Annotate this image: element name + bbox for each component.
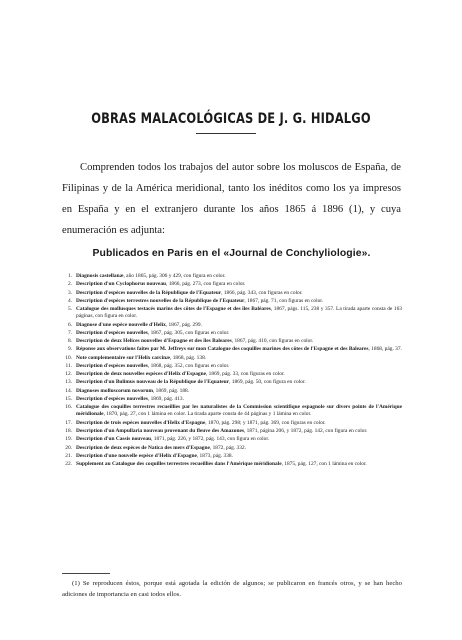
list-item-title: Description d'une nouvelle espèce d'Helix d'Espagne	[76, 452, 197, 459]
list-item-details: , 1875, pág. 127, con 1 lámina en color.	[281, 461, 367, 468]
list-item	[62, 420, 402, 427]
footnote-rule	[62, 573, 110, 574]
list-item-title: Description d'espèces nouvelles	[76, 362, 148, 369]
list-item-details: , 1867, pág. 299.	[165, 321, 202, 328]
list-item-number: 8.	[67, 338, 72, 345]
list-item-title: Description de trois espèces nouvelles d'Helix d'Espagne	[76, 419, 206, 426]
list-item-number: 19.	[65, 436, 72, 443]
list-item	[62, 363, 402, 370]
list-item-number: 16.	[65, 404, 72, 411]
list-item-number: 4.	[67, 297, 72, 304]
list-item-number: 5.	[67, 306, 72, 313]
list-item-title: Catalogue des mollusques testacés marins des côtes de l'Espagne et des îles Baléares	[76, 306, 271, 313]
list-item-title: Description d'un Bulimus nouveau de la République de l'Equateur	[76, 379, 230, 386]
list-item-details: , 1869, pág. 413.	[147, 396, 184, 403]
list-item-number: 15.	[65, 396, 72, 403]
list-item	[62, 371, 402, 378]
list-item-details: , año 1865, pág. 306 y 429, con figura en color.	[123, 273, 226, 279]
list-item-number: 6.	[67, 321, 72, 328]
list-item	[62, 322, 402, 329]
list-item	[62, 330, 402, 337]
list-item-title: Description d'espèces nouvelles	[76, 329, 148, 336]
list-item-details: , 1872, pág. 332.	[209, 444, 246, 451]
list-item-details: , 1867, pág. 410, con figuras en color.	[231, 338, 314, 345]
list-item	[62, 355, 402, 362]
list-item-details: , 1871, página 206, y 1872, pág. 142, con figura en color.	[243, 427, 368, 434]
list-item	[62, 290, 402, 297]
list-item-details: , 1871, pág. 226, y 1872, pág. 143, con figura en color.	[151, 436, 270, 443]
list-item	[62, 461, 402, 468]
list-item-details: , 1867, págs. 115, 238 y 357. La tirada aparte consta de 163 páginas, con figura en color.	[76, 306, 402, 320]
list-item-title: Description d'espèces nouvelles	[76, 396, 148, 403]
list-item-title: Catalogue des coquilles terrestres recueillies par les naturalistes de la Commission scientifique espagnole sur divers points de l'Amérique méridionale	[76, 404, 402, 418]
list-item	[62, 436, 402, 443]
list-item-number: 21.	[65, 452, 72, 459]
page-title: OBRAS MALACOLÓGICAS DE J. G. HIDALGO	[91, 111, 371, 127]
section-subheading: Publicados en Paris en el «Journal de Conchyliologie».	[92, 248, 371, 259]
list-item-title: Description d'un Cassis nouveau	[76, 436, 152, 443]
list-item-details: , 1870, pág. 27, con 1 lámina en color. La tirada aparte consta de 44 páginas y 1 lámina en color.	[103, 411, 312, 418]
list-item-details: , 1866, pág. 343, con figuras en color.	[221, 289, 303, 296]
list-item-title: Supplement au Catalogue des coquilles terrestres recueillies dans l'Amérique méridionale	[76, 461, 282, 468]
list-item	[62, 404, 402, 418]
list-item-details: , 1870, pág. 298; y 1871, pág. 369, con figuras en color.	[205, 419, 326, 426]
footnote: (1) Se reproducen éstos, porque está agotada la edición de algunos; se publicaron en francés otros, y se han hecho adiciones de importancia en casi todos ellos.	[62, 580, 402, 598]
list-item-title: Description d'espèces terrestres nouvelles de la République de l'Equateur	[76, 297, 245, 304]
list-item	[62, 306, 402, 320]
list-item	[62, 379, 402, 386]
list-item	[62, 396, 402, 403]
list-item-title: Diagnoses molluscorum novorum	[76, 387, 153, 394]
list-item-details: , 1869, pág. 188.	[152, 387, 190, 394]
list-item-title: Description d'espèces nouvelles de la République de l'Equateur	[76, 289, 222, 296]
list-item-number: 18.	[65, 427, 72, 434]
intro-paragraph: Comprenden todos los trabajos del autor sobre los moluscos de España, de Filipinas y de la América meridional, tanto los inéditos como los ya impresos en España y en el extranjero durante los años 1865 á 1896 (1), y cuya enumeración es adjunta:	[62, 162, 401, 236]
list-item-title: Réponse aux observations faites par M. Jeffreys sur mon Catalogue des coquilles marines des côtes de l'Espagne et des Baleares	[76, 346, 369, 353]
list-item-details: , 1866, pág. 273, con figura en color.	[166, 281, 246, 288]
publication-list	[62, 273, 402, 469]
list-item-number: 1.	[67, 273, 72, 279]
list-item-details: , 1868, pág. 352, con figuras en color.	[147, 362, 230, 369]
list-item-number: 12.	[65, 371, 72, 378]
title-underline	[196, 133, 256, 134]
list-item-title: Description d'un Ampullaria nouveau provenant du fleuve des Amazones	[76, 427, 244, 434]
list-item-number: 14.	[65, 387, 72, 394]
list-item-details: , 1869, pág. 33, con figuras en color.	[205, 371, 285, 378]
list-item	[62, 428, 402, 435]
list-item-number: 2.	[67, 281, 72, 288]
list-item-details: , 1868, pág. 138.	[170, 354, 207, 361]
list-item-details: , 1867, pág. 305, con figuras en color.	[147, 329, 230, 336]
list-item-number: 20.	[65, 444, 72, 451]
list-item-title: Description de deux nouvelles espèces d'Helix d'Espagne	[76, 371, 206, 378]
list-item-title: Diagnosis castellanæ	[76, 273, 124, 279]
list-item-number: 9.	[67, 346, 72, 353]
list-item-title: Description d'un Cyclophorus nouveau	[76, 281, 167, 288]
list-item	[62, 298, 402, 305]
list-item	[62, 445, 402, 452]
list-item-number: 3.	[67, 289, 72, 296]
list-item	[62, 338, 402, 345]
list-item-details: , 1869, pág. 50, con figura en color.	[229, 379, 306, 386]
list-item	[62, 346, 402, 353]
list-item-number: 22.	[65, 461, 72, 468]
list-item-details: , 1868, pág. 37.	[368, 346, 402, 353]
list-item-details: , 1873, pág. 338.	[196, 452, 233, 459]
list-item-number: 7.	[67, 329, 72, 336]
list-item-details: , 1867, pág. 71, con figuras en color.	[244, 297, 324, 304]
list-item	[62, 281, 402, 288]
list-item-number: 13.	[65, 379, 72, 386]
list-item	[62, 273, 402, 280]
list-item-title: Description de deux Helices nouvelles d'Espagne et des îles Baleares	[76, 338, 232, 345]
list-item-number: 10.	[65, 354, 72, 361]
list-item-number: 11.	[65, 362, 72, 369]
list-item	[62, 388, 402, 395]
list-item	[62, 453, 402, 460]
list-item-title: Diagnose d'une espèce nouvelle d'Helix	[76, 321, 166, 328]
list-item-number: 17.	[65, 419, 72, 426]
list-item-title: Description de deux espèces de Natica des mers d'Espagne	[76, 444, 210, 451]
list-item-title: Note complementaire sur l'Helix carcinæ	[76, 354, 171, 361]
